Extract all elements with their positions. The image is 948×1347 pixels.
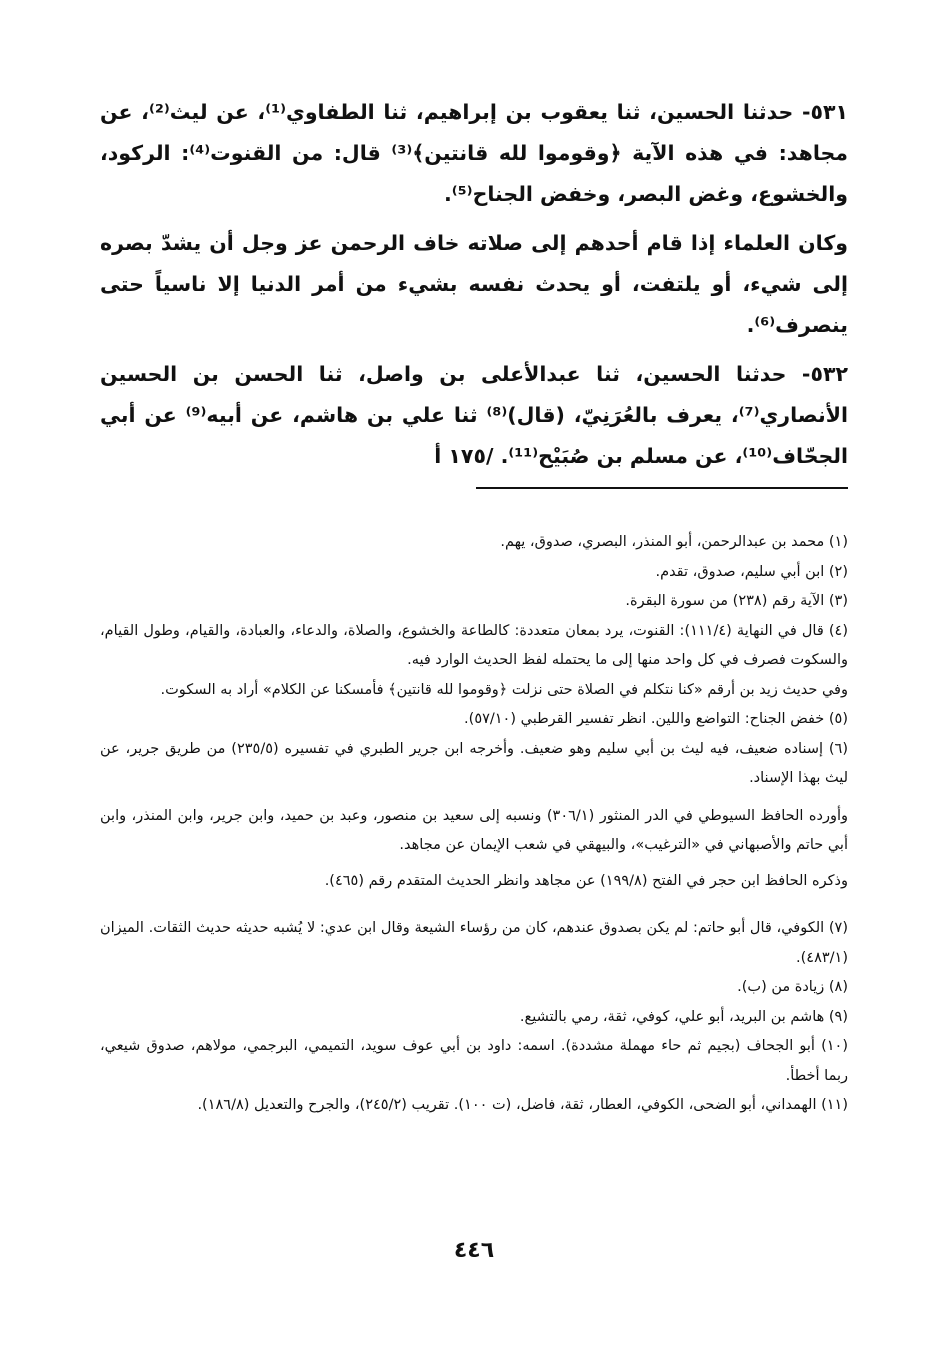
footnote-11: (١١) الهمداني، أبو الضحى، الكوفي، العطار، ثقة، فاضل، (ت ١٠٠). تقريب (٢٤٥/٢)، والجرح والتعديل (١٨٦/٨). <box>197 1097 848 1113</box>
main-text <box>100 92 848 477</box>
footnote-8: (٨) زيادة من (ب). <box>737 979 848 995</box>
footnote-4: (٤) قال في النهاية (١١١/٤): القنوت، يرد بمعان متعددة: كالطاعة والخشوع، والصلاة، والدعاء، والعبادة، والقيام، وطول القيام، والسكوت فصرف في كل واحد منها إلى ما يحتمله لفظ الحديث الوارد فيه. <box>100 622 849 668</box>
footnote-5: (٥) خفض الجناح: التواضع واللين. انظر تفسير القرطبي (٥٧/١٠). <box>464 711 848 727</box>
footnote-6-suyuti: وأورده الحافظ السيوطي في الدر المنثور (٣٠٦/١) ونسبه إلى سعيد بن منصور، وعبد بن حميد، وابن جرير، وابن المنذر، وابن أبي حاتم والأصبهاني في «الترغيب»، والبيهقي في شعب الإيمان عن مجاهد. <box>100 807 848 853</box>
footnote-6-ibn-hajar: وذكره الحافظ ابن حجر في الفتح (١٩٩/٨) عن مجاهد وانظر الحديث المتقدم رقم (٤٦٥). <box>324 872 848 889</box>
footnote-9: (٩) هاشم بن البريد، أبو علي، كوفي، ثقة، رمي بالتشيع. <box>519 1008 848 1025</box>
page-number: ٤٤٦ <box>453 1238 495 1263</box>
footnote-2: (٢) ابن أبي سليم، صدوق، تقدم. <box>655 563 848 580</box>
footnote-4-continued: وفي حديث زيد بن أرقم «كنا نتكلم في الصلاة حتى نزلت ﴿وقوموا لله قانتين﴾ فأمسكنا عن الكلام» أراد به السكوت. <box>160 681 848 698</box>
footnote-7: (٧) الكوفي، قال أبو حاتم: لم يكن بصدوق عندهم، كان من رؤساء الشيعة وقال ابن عدي: لا يُشبه حديثه حديث الثقات. الميزان (٤٨٣/١). <box>100 920 848 966</box>
footnote-3: (٣) الآية رقم (٢٣٨) من سورة البقرة. <box>625 593 848 609</box>
scholars-paragraph: وكان العلماء إذا قام أحدهم إلى صلاته خاف الرحمن عز وجل أن يشدّ بصره إلى شيء، أو يلتفت، أو يحدث نفسه بشيء من أمر الدنيا إلا ناسياً حتى ينصرف⁽⁶⁾. <box>100 231 848 337</box>
footnote-6: (٦) إسناده ضعيف، فيه ليث بن أبي سليم وهو ضعيف. وأخرجه ابن جرير الطبري في تفسيره (٢٣٥/٥) من طريق جرير، عن ليث بهذا الإسناد. <box>100 740 848 786</box>
hadith-531: ٥٣١- حدثنا الحسين، ثنا يعقوب بن إبراهيم، ثنا الطفاوي⁽¹⁾، عن ليث⁽²⁾، عن مجاهد: في هذه الآية ﴿وقوموا لله قانتين﴾⁽³⁾ قال: من القنوت⁽⁴⁾: الركود، والخشوع، وغض البصر، وخفض الجناح⁽⁵⁾. <box>100 100 849 206</box>
hadith-532: ٥٣٢- حدثنا الحسين، ثنا عبدالأعلى بن واصل، ثنا الحسن بن الحسين الأنصاري⁽⁷⁾، يعرف بالعُرَنِيّ، (قال)⁽⁸⁾ ثنا علي بن هاشم، عن أبيه⁽⁹⁾ عن أبي الجحّاف⁽¹⁰⁾، عن مسلم بن صُبَيْح⁽¹¹⁾. /١٧٥ أ <box>100 362 848 468</box>
footnote-10: (١٠) أبو الجحاف (بجيم ثم حاء مهملة مشددة). اسمه: داود بن أبي عوف سويد، التميمي، البرجمي، مولاهم، صدوق شيعي، ربما أخطأ. <box>100 1038 848 1084</box>
footnote-1: (١) محمد بن عبدالرحمن، أبو المنذر، البصري، صدوق، يهم. <box>500 534 848 550</box>
footnote-separator <box>476 487 848 489</box>
footnotes <box>100 528 848 1121</box>
